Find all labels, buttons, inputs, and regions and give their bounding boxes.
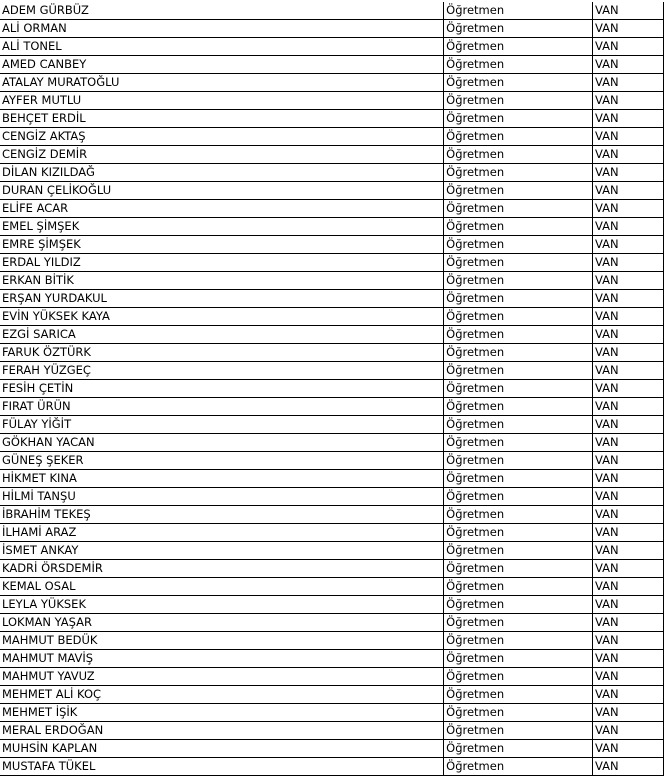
- cell-name[interactable]: İLHAMİ ARAZ: [0, 524, 444, 542]
- cell-name[interactable]: GÖKHAN YACAN: [0, 434, 444, 452]
- table-row: [0, 290, 664, 308]
- table-row: [0, 344, 664, 362]
- cell-title[interactable]: Öğretmen: [444, 452, 593, 470]
- cell-city[interactable]: VAN: [593, 56, 664, 74]
- table-row: [0, 488, 664, 506]
- cell-name[interactable]: KADRİ ÖRSDEMİR: [0, 560, 444, 578]
- cell-name[interactable]: BEHÇET ERDİL: [0, 110, 444, 128]
- cell-title[interactable]: Öğretmen: [444, 236, 593, 254]
- table-body: [0, 2, 664, 776]
- cell-title[interactable]: Öğretmen: [444, 326, 593, 344]
- cell-title[interactable]: Öğretmen: [444, 542, 593, 560]
- cell-title[interactable]: Öğretmen: [444, 20, 593, 38]
- cell-title[interactable]: Öğretmen: [444, 2, 593, 20]
- table-row: [0, 758, 664, 776]
- table-row: [0, 614, 664, 632]
- cell-city[interactable]: VAN: [593, 542, 664, 560]
- cell-title[interactable]: Öğretmen: [444, 56, 593, 74]
- cell-title[interactable]: Öğretmen: [444, 272, 593, 290]
- table-row: [0, 218, 664, 236]
- cell-name[interactable]: EMRE ŞİMŞEK: [0, 236, 444, 254]
- cell-name[interactable]: LOKMAN YAŞAR: [0, 614, 444, 632]
- cell-name[interactable]: EZGİ SARICA: [0, 326, 444, 344]
- cell-title[interactable]: Öğretmen: [444, 362, 593, 380]
- cell-name[interactable]: MUSTAFA TÜKEL: [0, 758, 444, 776]
- table-row: [0, 236, 664, 254]
- cell-title[interactable]: Öğretmen: [444, 398, 593, 416]
- cell-title[interactable]: Öğretmen: [444, 218, 593, 236]
- cell-name[interactable]: ELİFE ACAR: [0, 200, 444, 218]
- table-row: [0, 650, 664, 668]
- cell-title[interactable]: Öğretmen: [444, 722, 593, 740]
- cell-title[interactable]: Öğretmen: [444, 650, 593, 668]
- cell-name[interactable]: LEYLA YÜKSEK: [0, 596, 444, 614]
- cell-name[interactable]: İSMET ANKAY: [0, 542, 444, 560]
- table-row: [0, 380, 664, 398]
- cell-title[interactable]: Öğretmen: [444, 254, 593, 272]
- cell-city[interactable]: VAN: [593, 524, 664, 542]
- table-row: [0, 722, 664, 740]
- cell-title[interactable]: Öğretmen: [444, 740, 593, 758]
- cell-title[interactable]: Öğretmen: [444, 164, 593, 182]
- cell-title[interactable]: Öğretmen: [444, 416, 593, 434]
- cell-city[interactable]: VAN: [593, 110, 664, 128]
- cell-city[interactable]: VAN: [593, 722, 664, 740]
- cell-title[interactable]: Öğretmen: [444, 74, 593, 92]
- cell-name[interactable]: MEHMET ALİ KOÇ: [0, 686, 444, 704]
- table-row: [0, 92, 664, 110]
- cell-city[interactable]: VAN: [593, 632, 664, 650]
- cell-name[interactable]: ERDAL YILDIZ: [0, 254, 444, 272]
- cell-city[interactable]: VAN: [593, 506, 664, 524]
- table-row: [0, 254, 664, 272]
- cell-title[interactable]: Öğretmen: [444, 758, 593, 776]
- cell-city[interactable]: VAN: [593, 92, 664, 110]
- cell-name[interactable]: EMEL ŞİMŞEK: [0, 218, 444, 236]
- cell-city[interactable]: VAN: [593, 614, 664, 632]
- cell-title[interactable]: Öğretmen: [444, 290, 593, 308]
- cell-city[interactable]: VAN: [593, 38, 664, 56]
- cell-name[interactable]: MAHMUT MAVİŞ: [0, 650, 444, 668]
- cell-name[interactable]: FARUK ÖZTÜRK: [0, 344, 444, 362]
- cell-name[interactable]: AYFER MUTLU: [0, 92, 444, 110]
- table-row: [0, 416, 664, 434]
- cell-name[interactable]: ADEM GÜRBÜZ: [0, 2, 444, 20]
- cell-city[interactable]: VAN: [593, 434, 664, 452]
- cell-city[interactable]: VAN: [593, 344, 664, 362]
- cell-title[interactable]: Öğretmen: [444, 614, 593, 632]
- table-row: [0, 110, 664, 128]
- table-row: [0, 362, 664, 380]
- cell-city[interactable]: VAN: [593, 398, 664, 416]
- cell-name[interactable]: MERAL ERDOĞAN: [0, 722, 444, 740]
- table-row: [0, 686, 664, 704]
- cell-title[interactable]: Öğretmen: [444, 578, 593, 596]
- table-row: [0, 326, 664, 344]
- cell-city[interactable]: VAN: [593, 128, 664, 146]
- cell-city[interactable]: VAN: [593, 164, 664, 182]
- cell-name[interactable]: ATALAY MURATOĞLU: [0, 74, 444, 92]
- cell-name[interactable]: GÜNEŞ ŞEKER: [0, 452, 444, 470]
- table-row: [0, 272, 664, 290]
- cell-name[interactable]: MAHMUT YAVUZ: [0, 668, 444, 686]
- spreadsheet-table: [0, 2, 664, 776]
- table-row: [0, 146, 664, 164]
- cell-city[interactable]: VAN: [593, 146, 664, 164]
- table-row: [0, 452, 664, 470]
- cell-title[interactable]: Öğretmen: [444, 308, 593, 326]
- table-row: [0, 74, 664, 92]
- cell-city[interactable]: VAN: [593, 596, 664, 614]
- cell-city[interactable]: VAN: [593, 758, 664, 776]
- cell-name[interactable]: FERAH YÜZGEÇ: [0, 362, 444, 380]
- cell-name[interactable]: ERŞAN YURDAKUL: [0, 290, 444, 308]
- cell-city[interactable]: VAN: [593, 326, 664, 344]
- cell-city[interactable]: VAN: [593, 452, 664, 470]
- cell-title[interactable]: Öğretmen: [444, 146, 593, 164]
- cell-name[interactable]: KEMAL OSAL: [0, 578, 444, 596]
- cell-city[interactable]: VAN: [593, 560, 664, 578]
- cell-title[interactable]: Öğretmen: [444, 686, 593, 704]
- table-row: [0, 308, 664, 326]
- table-row: [0, 740, 664, 758]
- table-row: [0, 560, 664, 578]
- cell-name[interactable]: EVİN YÜKSEK KAYA: [0, 308, 444, 326]
- table-row: [0, 2, 664, 20]
- cell-name[interactable]: HİLMİ TANŞU: [0, 488, 444, 506]
- cell-title[interactable]: Öğretmen: [444, 380, 593, 398]
- cell-city[interactable]: VAN: [593, 740, 664, 758]
- cell-city[interactable]: VAN: [593, 290, 664, 308]
- cell-city[interactable]: VAN: [593, 200, 664, 218]
- cell-city[interactable]: VAN: [593, 686, 664, 704]
- cell-name[interactable]: FÜLAY YİĞİT: [0, 416, 444, 434]
- table-row: [0, 56, 664, 74]
- cell-title[interactable]: Öğretmen: [444, 488, 593, 506]
- cell-title[interactable]: Öğretmen: [444, 596, 593, 614]
- cell-title[interactable]: Öğretmen: [444, 434, 593, 452]
- cell-title[interactable]: Öğretmen: [444, 668, 593, 686]
- cell-title[interactable]: Öğretmen: [444, 128, 593, 146]
- cell-title[interactable]: Öğretmen: [444, 506, 593, 524]
- cell-city[interactable]: VAN: [593, 380, 664, 398]
- cell-city[interactable]: VAN: [593, 308, 664, 326]
- cell-city[interactable]: VAN: [593, 488, 664, 506]
- cell-name[interactable]: MAHMUT BEDÜK: [0, 632, 444, 650]
- cell-city[interactable]: VAN: [593, 578, 664, 596]
- cell-name[interactable]: MUHSİN KAPLAN: [0, 740, 444, 758]
- cell-name[interactable]: AMED CANBEY: [0, 56, 444, 74]
- cell-city[interactable]: VAN: [593, 20, 664, 38]
- table-row: [0, 542, 664, 560]
- table-row: [0, 434, 664, 452]
- cell-title[interactable]: Öğretmen: [444, 110, 593, 128]
- table-row: [0, 38, 664, 56]
- table-row: [0, 398, 664, 416]
- table-row: [0, 470, 664, 488]
- cell-city[interactable]: VAN: [593, 704, 664, 722]
- cell-city[interactable]: VAN: [593, 254, 664, 272]
- cell-title[interactable]: Öğretmen: [444, 524, 593, 542]
- table-row: [0, 128, 664, 146]
- cell-name[interactable]: ERKAN BİTİK: [0, 272, 444, 290]
- table-row: [0, 596, 664, 614]
- cell-name[interactable]: MEHMET İŞİK: [0, 704, 444, 722]
- cell-title[interactable]: Öğretmen: [444, 704, 593, 722]
- cell-city[interactable]: VAN: [593, 218, 664, 236]
- cell-name[interactable]: HİKMET KINA: [0, 470, 444, 488]
- cell-name[interactable]: FIRAT ÜRÜN: [0, 398, 444, 416]
- table-row: [0, 578, 664, 596]
- cell-city[interactable]: VAN: [593, 236, 664, 254]
- cell-city[interactable]: VAN: [593, 668, 664, 686]
- cell-name[interactable]: DİLAN KIZILDAĞ: [0, 164, 444, 182]
- table-row: [0, 704, 664, 722]
- table-row: [0, 632, 664, 650]
- cell-name[interactable]: CENGİZ AKTAŞ: [0, 128, 444, 146]
- cell-city[interactable]: VAN: [593, 2, 664, 20]
- table-row: [0, 524, 664, 542]
- table-row: [0, 182, 664, 200]
- cell-name[interactable]: CENGİZ DEMİR: [0, 146, 444, 164]
- table-row: [0, 20, 664, 38]
- cell-name[interactable]: DURAN ÇELİKOĞLU: [0, 182, 444, 200]
- cell-name[interactable]: ALİ ORMAN: [0, 20, 444, 38]
- cell-city[interactable]: VAN: [593, 470, 664, 488]
- table-row: [0, 200, 664, 218]
- cell-title[interactable]: Öğretmen: [444, 560, 593, 578]
- cell-city[interactable]: VAN: [593, 272, 664, 290]
- cell-title[interactable]: Öğretmen: [444, 182, 593, 200]
- cell-city[interactable]: VAN: [593, 362, 664, 380]
- table-row: [0, 668, 664, 686]
- cell-title[interactable]: Öğretmen: [444, 200, 593, 218]
- cell-title[interactable]: Öğretmen: [444, 470, 593, 488]
- cell-title[interactable]: Öğretmen: [444, 344, 593, 362]
- cell-city[interactable]: VAN: [593, 650, 664, 668]
- cell-name[interactable]: İBRAHİM TEKEŞ: [0, 506, 444, 524]
- cell-title[interactable]: Öğretmen: [444, 632, 593, 650]
- cell-title[interactable]: Öğretmen: [444, 92, 593, 110]
- table-row: [0, 164, 664, 182]
- cell-city[interactable]: VAN: [593, 182, 664, 200]
- cell-city[interactable]: VAN: [593, 74, 664, 92]
- cell-city[interactable]: VAN: [593, 416, 664, 434]
- table-row: [0, 506, 664, 524]
- cell-name[interactable]: ALİ TONEL: [0, 38, 444, 56]
- cell-name[interactable]: FESİH ÇETİN: [0, 380, 444, 398]
- cell-title[interactable]: Öğretmen: [444, 38, 593, 56]
